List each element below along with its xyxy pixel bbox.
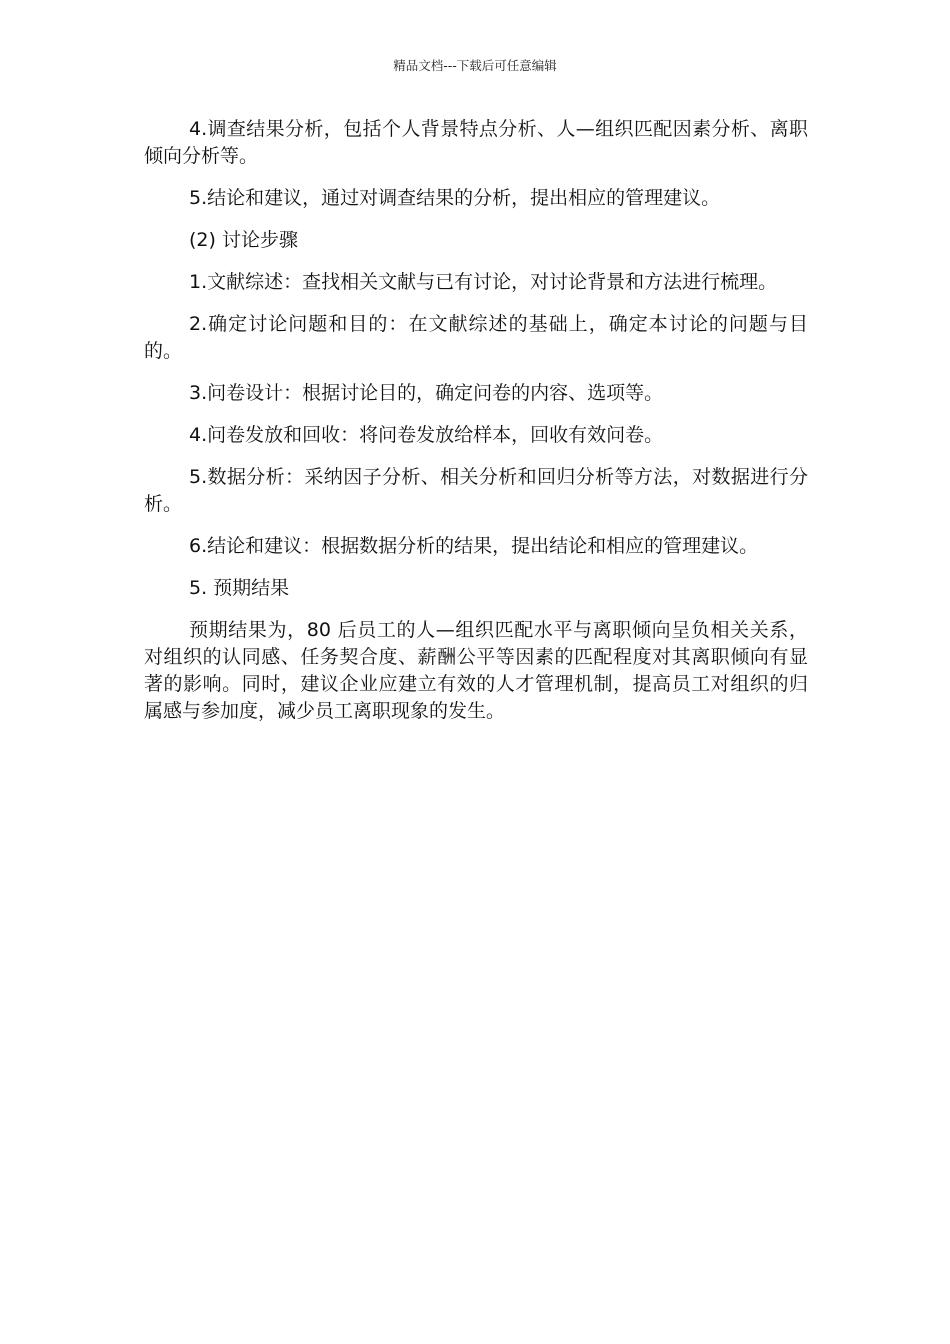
paragraph-conclusion-advice: 5.结论和建议，通过对调查结果的分析，提出相应的管理建议。 [189, 187, 721, 209]
paragraph-data-analysis: 5.数据分析：采纳因子分析、相关分析和回归分析等方法，对数据进行分析。 [144, 466, 808, 515]
paragraph-questionnaire-design: 3.问卷设计：根据讨论目的，确定问卷的内容、选项等。 [189, 382, 664, 404]
document-body [144, 116, 808, 740]
paragraph-survey-analysis: 4.调查结果分析，包括个人背景特点分析、人—组织匹配因素分析、离职倾向分析等。 [144, 118, 808, 167]
page-header: 精品文档---下载后可任意编辑 [393, 58, 557, 73]
section-heading-expected-results: 5. 预期结果 [189, 577, 290, 599]
section-heading-discussion-steps: (2) 讨论步骤 [189, 229, 298, 251]
paragraph-questionnaire-distribution: 4.问卷发放和回收：将问卷发放给样本，回收有效问卷。 [189, 424, 664, 446]
paragraph-literature-review: 1.文献综述：查找相关文献与已有讨论，对讨论背景和方法进行梳理。 [189, 271, 778, 293]
paragraph-define-problem: 2.确定讨论问题和目的：在文献综述的基础上，确定本讨论的问题与目的。 [144, 313, 808, 362]
paragraph-expected-results: 预期结果为，80 后员工的人—组织匹配水平与离职倾向呈负相关关系，对组织的认同感、任务契合度、薪酬公平等因素的匹配程度对其离职倾向有显著的影响。同时，建议企业应建立有效的人才管理机制，提高员工对组织的归属感与参加度，减少员工离职现象的发生。 [144, 619, 808, 722]
paragraph-conclusion-step: 6.结论和建议：根据数据分析的结果，提出结论和相应的管理建议。 [189, 535, 759, 557]
